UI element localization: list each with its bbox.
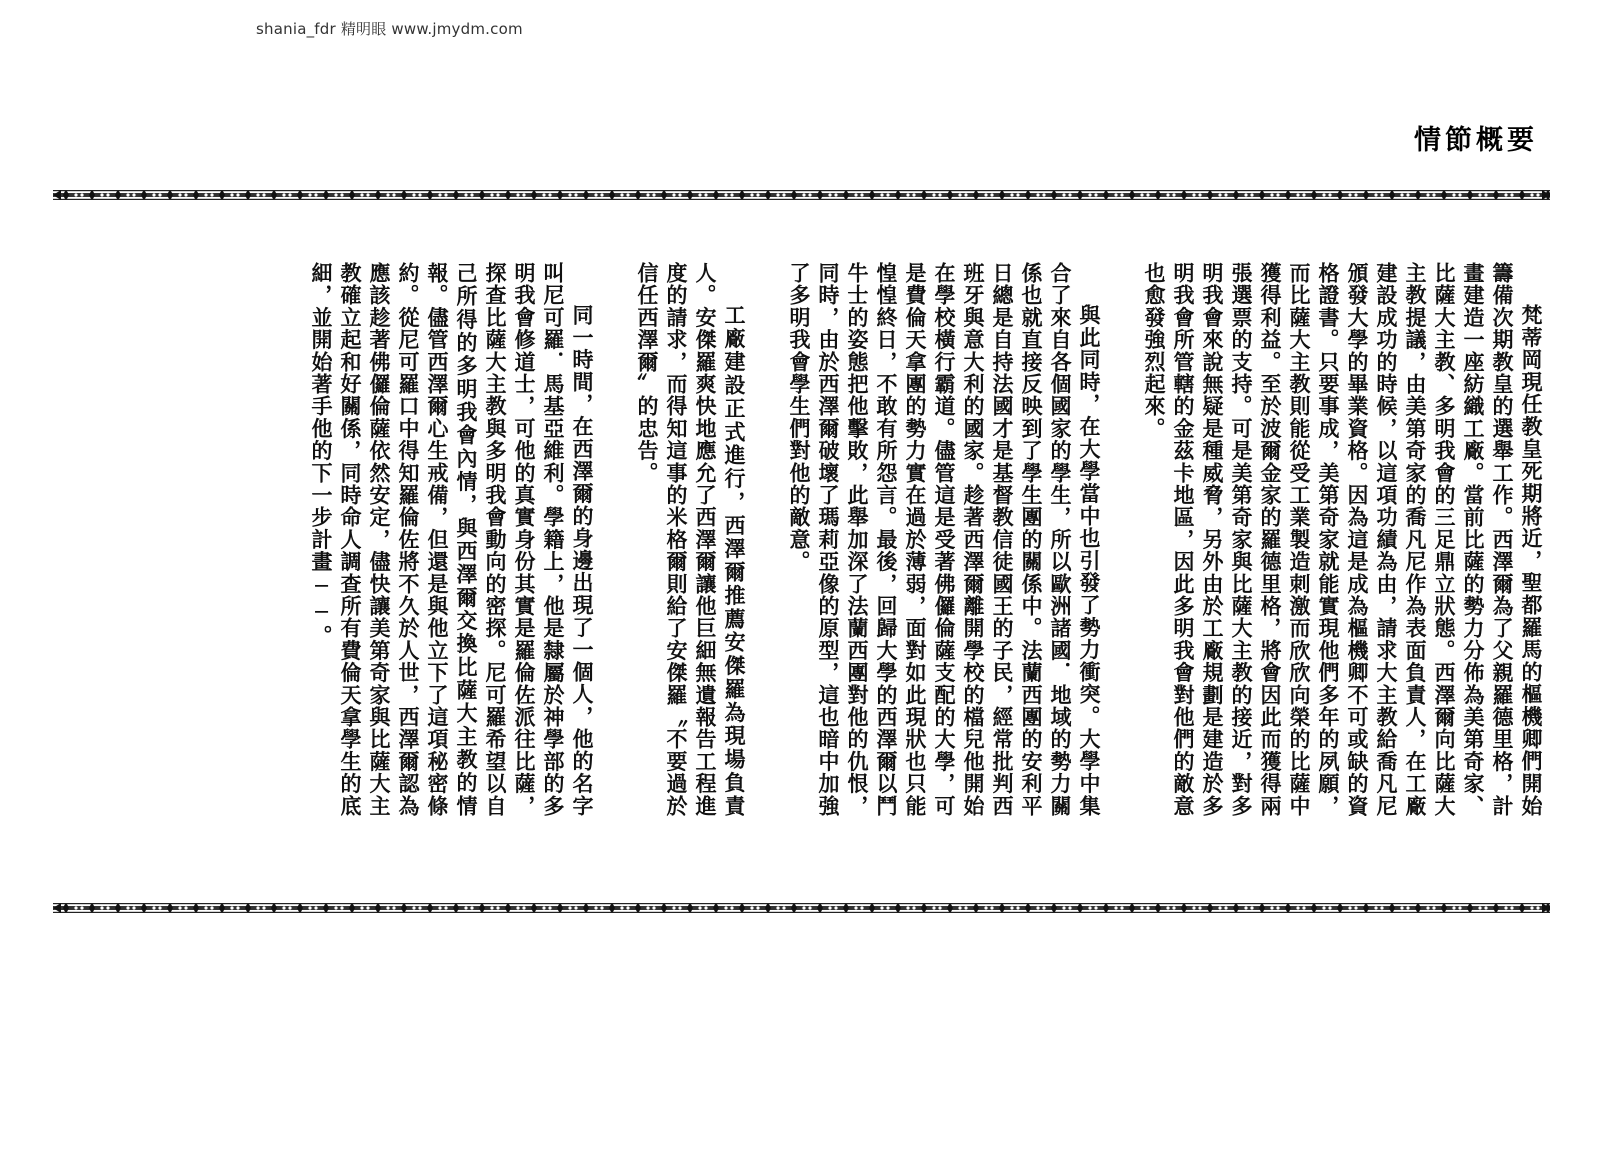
vertical-text-body [56,262,1546,862]
watermark-text: shania_fdr 精明眼 www.jmydm.com [256,20,523,38]
paragraph-1: 梵蒂岡現任教皇死期將近，聖都羅馬的樞機卿們開始籌備次期教皇的選舉工作。西澤爾為了父親羅德里格，計畫建造一座紡織工廠。當前比薩的勢力分佈為美第奇家、比薩大主教、多明我會的三足鼎立狀態。西澤爾向比薩大主教提議，由美第奇家的喬凡尼作為表面負責人，在工廠建設成功的時候，以這項功績為由，請求大主教給喬凡尼頒發大學的畢業資格。因為這是成為樞機卿不可或缺的資格證書。只要事成，美第奇家就能實現他們多年的夙願，而比薩大主教則能從受工業製造刺激而欣欣向榮的比薩中獲得利益。至於波爾金家的羅德里格，將會因此而獲得兩張選票的支持。可是美第奇家與比薩大主教的接近，對多明我會來說無疑是種威脅，另外由於工廠規劃是建造於多明我會所管轄的金茲卡地區，因此多明我會對他們的敵意也愈發強烈起來。 [1142,262,1544,817]
paragraph-4: 同一時間，在西澤爾的身邊出現了一個人，他的名字叫尼可羅．馬基亞維利。學籍上，他是隸屬於神學部的多明我會修道士，可他的真實身份其實是羅倫佐派往比薩，探查比薩大主教與多明我會動向的密探。尼可羅希望以自己所得的多明我會內情，與西澤爾交換比薩大主教的情報。儘管西澤爾心生戒備，但還是與他立下了這項秘密條約。從尼可羅口中得知羅倫佐將不久於人世，西澤爾認為應該趁著佛儸倫薩依然安定，儘快讓美第奇家與比薩大主教確立起和好關係，同時命人調查所有費倫天拿學生的底細，並開始著手他的下一步計畫──。 [309,262,595,817]
top-ornamental-border [53,188,1550,202]
paragraph-3: 工廠建設正式進行，西澤爾推薦安傑羅為現場負責人。安傑羅爽快地應允了西澤爾讓他巨細無遺報告工程進度的請求，而得知這事的米格爾則給了安傑羅〝不要過於信任西澤爾〞的忠告。 [635,262,747,817]
page-title: 情節概要 [1414,125,1538,156]
paragraph-2: 與此同時，在大學當中也引發了勢力衝突。大學中集合了來自各個國家的學生，所以歐洲諸國．地域的勢力關係也就直接反映到了學生團的關係中。法蘭西團的安利平日總是自持法國才是基督教信徒國王的子民，經常批判西班牙與意大利的國家。趁著西澤爾離開學校的檔兒他開始在學校橫行霸道。儘管這是受著佛儸倫薩支配的大學，可是費倫天拿團的勢力實在過於薄弱，面對如此現狀也只能惶惶終日，不敢有所怨言。最後，回歸大學的西澤爾以鬥牛士的姿態把他擊敗，此舉加深了法蘭西團對他的仇恨，同時，由於西澤爾破壞了瑪莉亞像的原型，這也暗中加強了多明我會學生們對他的敵意。 [787,262,1102,817]
bottom-ornamental-border [53,901,1550,915]
